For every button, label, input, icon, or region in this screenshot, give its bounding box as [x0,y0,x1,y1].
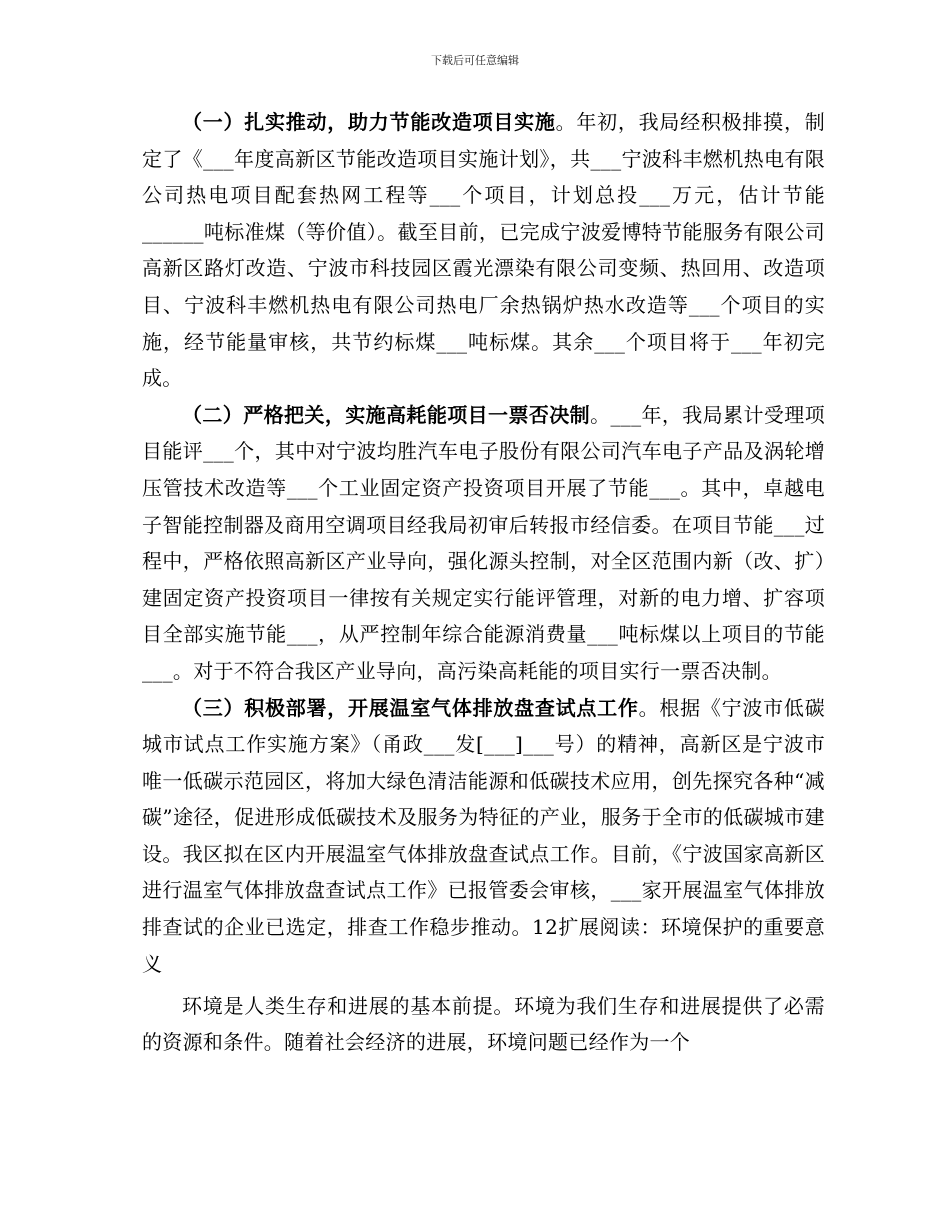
paragraph-text: 。根据《宁波市低碳城市试点工作实施方案》（甬政___发[___]___号）的精神，高新区是宁波市唯一低碳示范园区，将加大绿色清洁能源和低碳技术应用，创先探究各种“减碳”途径，促进形成低碳技术及服务为特征的产业，服务于全市的低碳城市建设。我区拟在区内开展温室气体排放盘查试点工作。目前，《宁波国家高新区进行温室气体排放盘查试点工作》已报管委会审核，___家开展温室气体排放排查试的企业已选定，排查工作稳步推动。12扩展阅读：环境保护的重要意义 [142,695,825,976]
paragraph-text: 。___年，我局累计受理项目能评___个，其中对宁波均胜汽车电子股份有限公司汽车电子产品及涡轮增压管技术改造等___个工业固定资产投资项目开展了节能___。其中，卓越电子智能控制器及商用空调项目经我局初审后转报市经信委。在项目节能___过程中，严格依照高新区产业导向，强化源头控制，对全区范围内新（改、扩）建固定资产投资项目一律按有关规定实行能评管理，对新的电力增、扩容项目全部实施节能___，从严控制年综合能源消费量___吨标煤以上项目的节能___。对于不符合我区产业导向，高污染高耗能的项目实行一票否决制。 [142,402,825,683]
paragraph-heading: （三）积极部署，开展温室气体排放盘查试点工作 [182,695,639,720]
paragraph-heading: （二）严格把关，实施高耗能项目一票否决制 [182,402,591,427]
paragraph-energy-retrofit [142,104,825,397]
paragraph-energy-review [142,397,825,690]
paragraph-environment [142,988,825,1060]
paragraph-text: 。年初，我局经积极排摸，制定了《___年度高新区节能改造项目实施计划》，共___宁波科丰燃机热电有限公司热电项目配套热网工程等___个项目，计划总投___万元，估计节能______吨标准煤（等价值）。截至目前，已完成宁波爱博特节能服务有限公司高新区路灯改造、宁波市科技园区霞光漂染有限公司变频、热回用、改造项目、宁波科丰燃机热电有限公司热电厂余热锅炉热水改造等___个项目的实施，经节能量审核，共节约标煤___吨标煤。其余___个项目将于___年初完成。 [142,110,825,391]
paragraph-text: 环境是人类生存和进展的基本前提。环境为我们生存和进展提供了必需的资源和条件。随着社会经济的进展，环境问题已经作为一个 [142,994,825,1055]
paragraph-heading: （一）扎实推动，助力节能改造项目实施 [182,110,556,134]
page-header: 下载后可任意编辑 [431,54,519,67]
document-body [142,104,825,1060]
paragraph-ghg-pilot [142,690,825,983]
